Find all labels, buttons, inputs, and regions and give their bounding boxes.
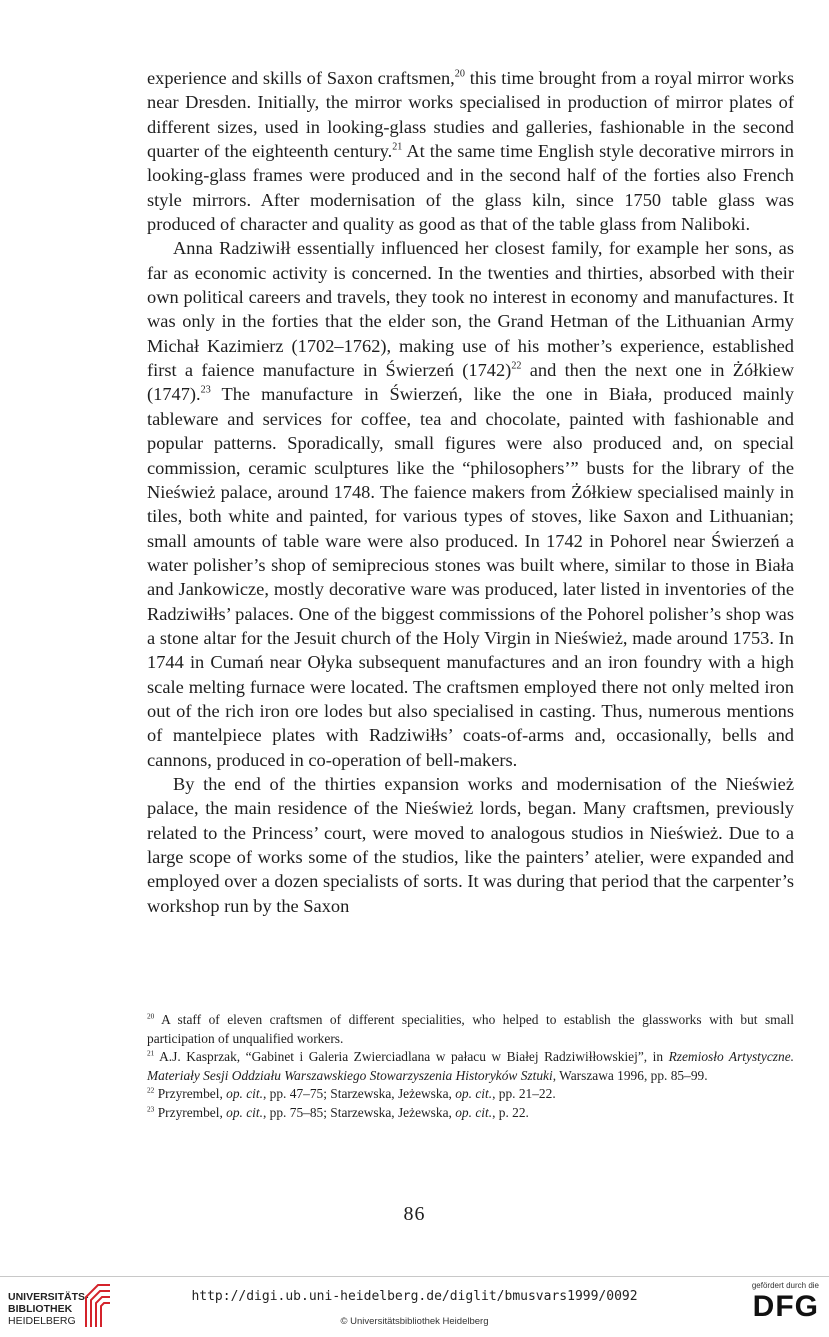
dfg-logo: DFG [752, 1290, 819, 1323]
footnote-marker: 23 [200, 384, 211, 396]
footnote-number: 20 [147, 1011, 155, 1021]
library-name-line1: UNIVERSITÄTS- [8, 1291, 89, 1303]
page-number: 86 [403, 1203, 426, 1225]
source-url-link[interactable]: http://digi.ub.uni-heidelberg.de/diglit/bmusvars1999/0092 [191, 1289, 638, 1304]
footnote-marker: 22 [511, 360, 522, 372]
digitization-footer [0, 1276, 829, 1337]
italic-title: Rzemiosło Artystyczne. Materiały Sesji Oddziału Warszawskiego Stowarzyszenia Historyków Sztuki [147, 1049, 794, 1083]
footnote-number: 22 [147, 1085, 155, 1095]
body-paragraph: experience and skills of Saxon craftsmen,$^{20}$ this time brought from a royal mirror works near Dresden. Initially, the mirror works specialised in production of mirror plates of different sizes, used in looking-glass studies and galleries, fashionable in the second quarter of the eighteenth century.$^{21}$ At the same time English style decorative mirrors in looking-glass frames were produced and in the second half of the forties also French style mirrors. After modernisation of the glass kiln, since 1750 table glass was produced of character and quality as good as that of the table glass from Naliboki. [147, 68, 794, 235]
footnotes [147, 1011, 794, 1123]
footnote: $^{23}$ Przyrembel, op. cit., pp. 75–85; Starzewska, Jeżewska, op. cit., p. 22. [147, 1104, 529, 1120]
footnote-number: 21 [147, 1048, 155, 1058]
funding-note: gefördert durch die [751, 1281, 819, 1290]
body-paragraph: Anna Radziwiłł essentially influenced her closest family, for example her sons, as far as economic activity is concerned. In the twenties and thirties, absorbed with their own political careers and travels, they took no interest in economy and manufactures. It was only in the forties that the elder son, the Grand Hetman of the Lithuanian Army Michał Kazimierz (1702–1762), making use of his mother’s experience, established first a faience manufacture in Świerzeń $(1742)^{22}$ and then the next one in Żółkiew (1747).$^{23}$ The manufacture in Świerzeń, like the one in Biała, produced mainly tableware and services for coffee, tea and chocolate, painted with fashionable and popular patterns. Sporadically, small figures were also produced and, on special commission, ceramic sculptures like the “philosophers’” busts for the library of the Nieśwież palace, around 1748. The faience makers from Żółkiew specialised mainly in tiles, both white and painted, for various types of stoves, like Saxon and Lithuanian; small amounts of table ware were also produced. In 1742 in Pohorel near Świerzeń a water polisher’s shop of semiprecious stones was built where, similar to those in Biała and Jankowicze, mostly decorative ware was produced, later listed in inventories of the Radziwiłłs’ palaces. One of the biggest commissions of the Pohorel polisher’s shop was a stone altar for the Jesuit church of the Holy Virgin in Nieśwież, made around 1753. In 1744 in Cumań near Ołyka subsequent manufactures and an iron foundry with a high scale melting furnace were located. The craftsmen employed there not only melted iron out of the rich iron ore lodes but also specialised in casting. Thus, numerous mentions of mantelpiece plates with Radziwiłłs’ coats-of-arms and, occasionally, bells and cannons, produced in co-operation of bell-makers. [147, 238, 794, 770]
main-text [147, 66, 794, 918]
italic-title: op. cit. [226, 1104, 263, 1120]
italic-title: op. cit. [226, 1086, 263, 1102]
dfg-funding [735, 1281, 819, 1324]
body-paragraph: By the end of the thirties expansion works and modernisation of the Nieśwież palace, the main residence of the Nieśwież lords, began. Many craftsmen, previously related to the Princess’ court, were moved to analogous studios in Nieśwież. Due to a large scope of works some of the studios, like the painters’ atelier, were expanded and employed over a dozen specialists of sorts. It was during that period that the carpenter’s workshop run by the Saxon [147, 773, 794, 916]
footnote-number: 23 [147, 1104, 155, 1114]
italic-title: op. cit. [455, 1086, 493, 1102]
footnote: $^{20}$ A staff of eleven craftsmen of different specialities, who helped to establish the glassworks with but small participation of unqualified workers. [147, 1011, 794, 1046]
copyright-notice: © Universitätsbibliothek Heidelberg [340, 1316, 489, 1327]
library-name-line2: BIBLIOTHEK [8, 1303, 73, 1315]
footnote: $^{21}$ A.J. Kasprzak, “Gabinet i Galeria Zwierciadlana w pałacu w Białej Radziwiłłowskiej”, in Rzemiosło Artystyczne. Materiały Sesji Oddziału Warszawskiego Stowarzyszenia Historyków Sztuki, Warszawa 1996, pp. 85–99. [147, 1048, 794, 1083]
italic-title: op. cit. [455, 1104, 493, 1120]
footnote-marker: 20 [454, 68, 465, 80]
library-name-line3: HEIDELBERG [8, 1315, 76, 1327]
footnote: $^{22}$ Przyrembel, op. cit., pp. 47–75; Starzewska, Jeżewska, op. cit., pp. 21–22. [147, 1085, 556, 1102]
footnote-marker: 21 [392, 141, 403, 153]
